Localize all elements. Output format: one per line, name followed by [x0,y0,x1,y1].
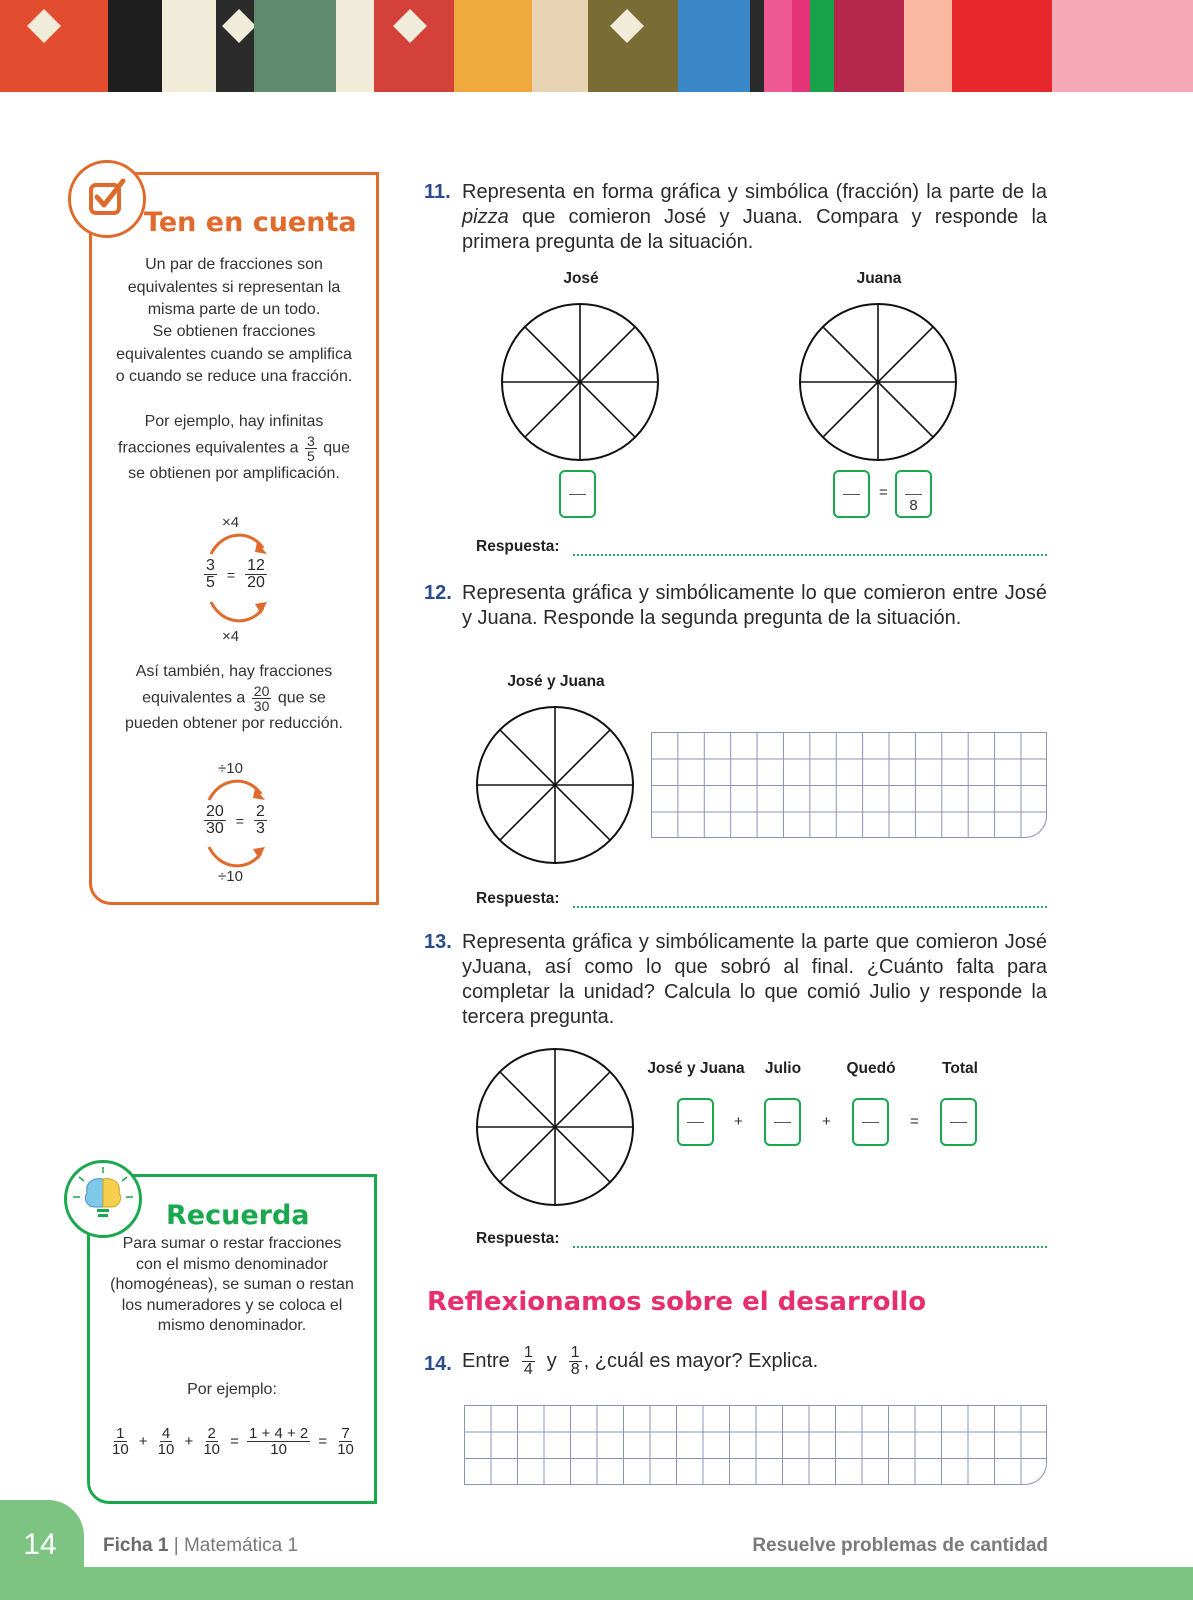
question-14-number: 14. [424,1353,452,1375]
fraction-20-30-red: $\frac{20}{30}$ [206,803,224,837]
answer-grid-12[interactable] [651,732,1047,838]
footer-ficha-label: Ficha 1 [103,1535,169,1556]
checkbox-check-icon [68,160,146,238]
reduction-equation [202,804,269,837]
fraction-input-quedo[interactable] [852,1098,889,1146]
header-motif [27,9,61,43]
q14-text-c: , ¿cuál es mayor? Explica. [583,1350,819,1372]
header-stripe [0,0,108,92]
respuesta-label-13: Respuesta: [476,1230,560,1247]
brain-lightbulb-icon [64,1160,142,1238]
ten-p4-text-b: que se pueden obtener por reducción. [125,689,343,732]
recuerda-paragraph: Para sumar o restar fracciones con el mismo denominador (homogéneas), se suman o restan los numeradores y se coloca el mismo denominador. [110,1235,354,1334]
plus-sign: + [822,1113,831,1130]
label-jose-y-juana-q13: José y Juana [647,1060,745,1077]
fraction-1-4: $\frac{1}{4}$ [523,1344,533,1378]
header-stripe [1052,0,1193,92]
equals-sign: = [235,812,244,829]
fraction-input-jose-y-juana[interactable] [677,1098,714,1146]
reduction-operator-top: ÷10 [218,760,243,777]
header-stripe [532,0,588,92]
pizza-circle-jose-y-juana[interactable] [474,704,636,866]
fraction-input-jose[interactable] [559,470,596,518]
header-stripe [810,0,834,92]
reduction-operator-bottom: ÷10 [218,868,243,885]
header-stripe [904,0,952,92]
q14-text-b: y [546,1350,557,1372]
pizza-circle-juana[interactable] [797,301,959,463]
q14-text-a: Entre [462,1350,510,1372]
recuerda-title: Recuerda [166,1200,310,1231]
label-juana: Juana [856,270,902,287]
reflexionamos-heading: Reflexionamos sobre el desarrollo [427,1287,927,1317]
fraction-input-total[interactable] [940,1098,977,1146]
header-motif [610,9,644,43]
footer-separator: | [168,1535,184,1556]
ten-paragraph-1: Un par de fracciones son equivalentes si representan la misma parte de un todo. [127,256,341,318]
operator-symbol: = [230,1433,239,1450]
equals-sign: = [226,566,236,583]
label-total: Total [942,1060,978,1077]
label-quedo: Quedó [846,1060,896,1077]
header-stripe [108,0,162,92]
equals-sign: = [910,1113,919,1130]
footer-competency: Resuelve problemas de cantidad [752,1535,1048,1556]
question-13-text: Representa gráfica y simbólicamente la parte que comieron José yJuana, así como lo que sobró al final. ¿Cuánto falta para completar la unidad? Calcula lo que comió Julio y responde la tercera pregunta. [462,931,1047,1028]
operator-symbol: + [138,1433,148,1450]
fraction-input-juana[interactable] [833,470,870,518]
respuesta-label-11: Respuesta: [476,538,560,555]
amplification-arc-top [205,530,275,558]
answer-grid-14[interactable] [464,1405,1047,1485]
header-stripe [588,0,678,92]
amplification-equation [202,558,269,591]
question-13-number: 13. [424,931,452,953]
amplification-operator-bottom: ×4 [222,628,240,645]
recuerda-sum-expression [108,1426,358,1457]
header-motif [393,9,427,43]
expression-fraction: $\frac{2}{10}$ [203,1425,221,1458]
operator-symbol: = [318,1433,328,1450]
reduction-arc-top [203,776,273,804]
fraction-12-20: $\frac{12}{20}$ [247,557,265,591]
fraction-input-eighths[interactable] [895,470,932,518]
ten-p3-text-a: Por ejemplo, hay infinitas fracciones equivalentes [118,413,324,457]
amplification-operator-top: ×4 [222,514,240,531]
header-stripe [678,0,750,92]
ten-p4-text-a: Así también, hay fracciones equivalentes a [135,663,333,707]
header-stripe [834,0,904,92]
header-stripe [254,0,336,92]
ten-paragraph-4 [117,661,351,735]
ten-p3-text-c: que se obtienen por amplificación. [128,439,350,482]
question-11-text [462,180,1047,255]
respuesta-label-12: Respuesta: [476,890,560,907]
ten-paragraph-3 [117,411,351,485]
question-11-number: 11. [424,181,451,203]
decorative-header-band [0,0,1193,92]
header-stripe [374,0,454,92]
answer-line-13[interactable] [573,1246,1047,1248]
header-stripe [792,0,810,92]
expression-fraction: $\frac{1 + 4 + 2}{10}$ [249,1425,309,1458]
ten-p3-text-b: a [289,439,299,457]
operator-symbol: + [184,1433,194,1450]
answer-line-12[interactable] [573,906,1047,908]
header-stripe [952,0,1052,92]
page-number: 14 [23,1528,57,1561]
expression-fraction: $\frac{1}{10}$ [112,1425,129,1458]
expression-fraction: $\frac{4}{10}$ [157,1425,175,1458]
fraction-2-3: $\frac{2}{3}$ [255,803,265,837]
label-jose-y-juana: José y Juana [507,673,605,690]
denominator-8: 8 [909,497,918,514]
header-stripe [336,0,374,92]
fraction-input-julio[interactable] [764,1098,801,1146]
header-stripe [162,0,216,92]
recuerda-example-label: Por ejemplo: [187,1381,277,1398]
reduction-arc-bottom [203,843,273,871]
footer-ficha [103,1535,298,1557]
question-12-number: 12. [424,582,452,604]
question-14-text [462,1345,818,1378]
pizza-circle-q13[interactable] [474,1046,636,1208]
fraction-3-5-amp: $\frac{3}{5}$ [206,557,215,591]
fraction-1-8: $\frac{1}{8}$ [570,1344,580,1378]
ten-paragraph-2: Se obtienen fracciones equivalentes cuando se amplifica o cuando se reduce una fracción. [115,323,353,385]
q11-text-after: que comieron José y Juana. Compara y responde la primera pregunta de la situación. [462,206,1048,253]
header-stripe [454,0,532,92]
footer-subject: Matemática 1 [183,1535,299,1556]
plus-sign: + [734,1113,743,1130]
question-12-text: Representa gráfica y simbólicamente lo que comieron entre José y Juana. Responde la segunda pregunta de la situación. [462,582,1047,629]
q11-text-italic: pizza [462,206,509,228]
label-julio: Julio [764,1060,802,1077]
equals-sign: = [879,484,888,501]
answer-line-11[interactable] [573,554,1047,556]
fraction-20-30: $\frac{20}{30}$ [253,682,270,714]
fraction-3-5: $\frac{3}{5}$ [307,432,315,464]
amplification-arc-bottom [205,598,275,626]
footer-bar [0,1567,1193,1600]
ten-en-cuenta-title: Ten en cuenta [144,207,357,238]
q11-text-before: Representa en forma gráfica y simbólica (fracción) la parte de la [462,181,1047,203]
pizza-circle-jose[interactable] [499,301,661,463]
header-stripe [764,0,792,92]
label-jose: José [563,270,599,287]
header-stripe [750,0,764,92]
header-stripe [216,0,254,92]
header-motif [222,9,254,43]
expression-fraction: $\frac{7}{10}$ [337,1425,354,1458]
